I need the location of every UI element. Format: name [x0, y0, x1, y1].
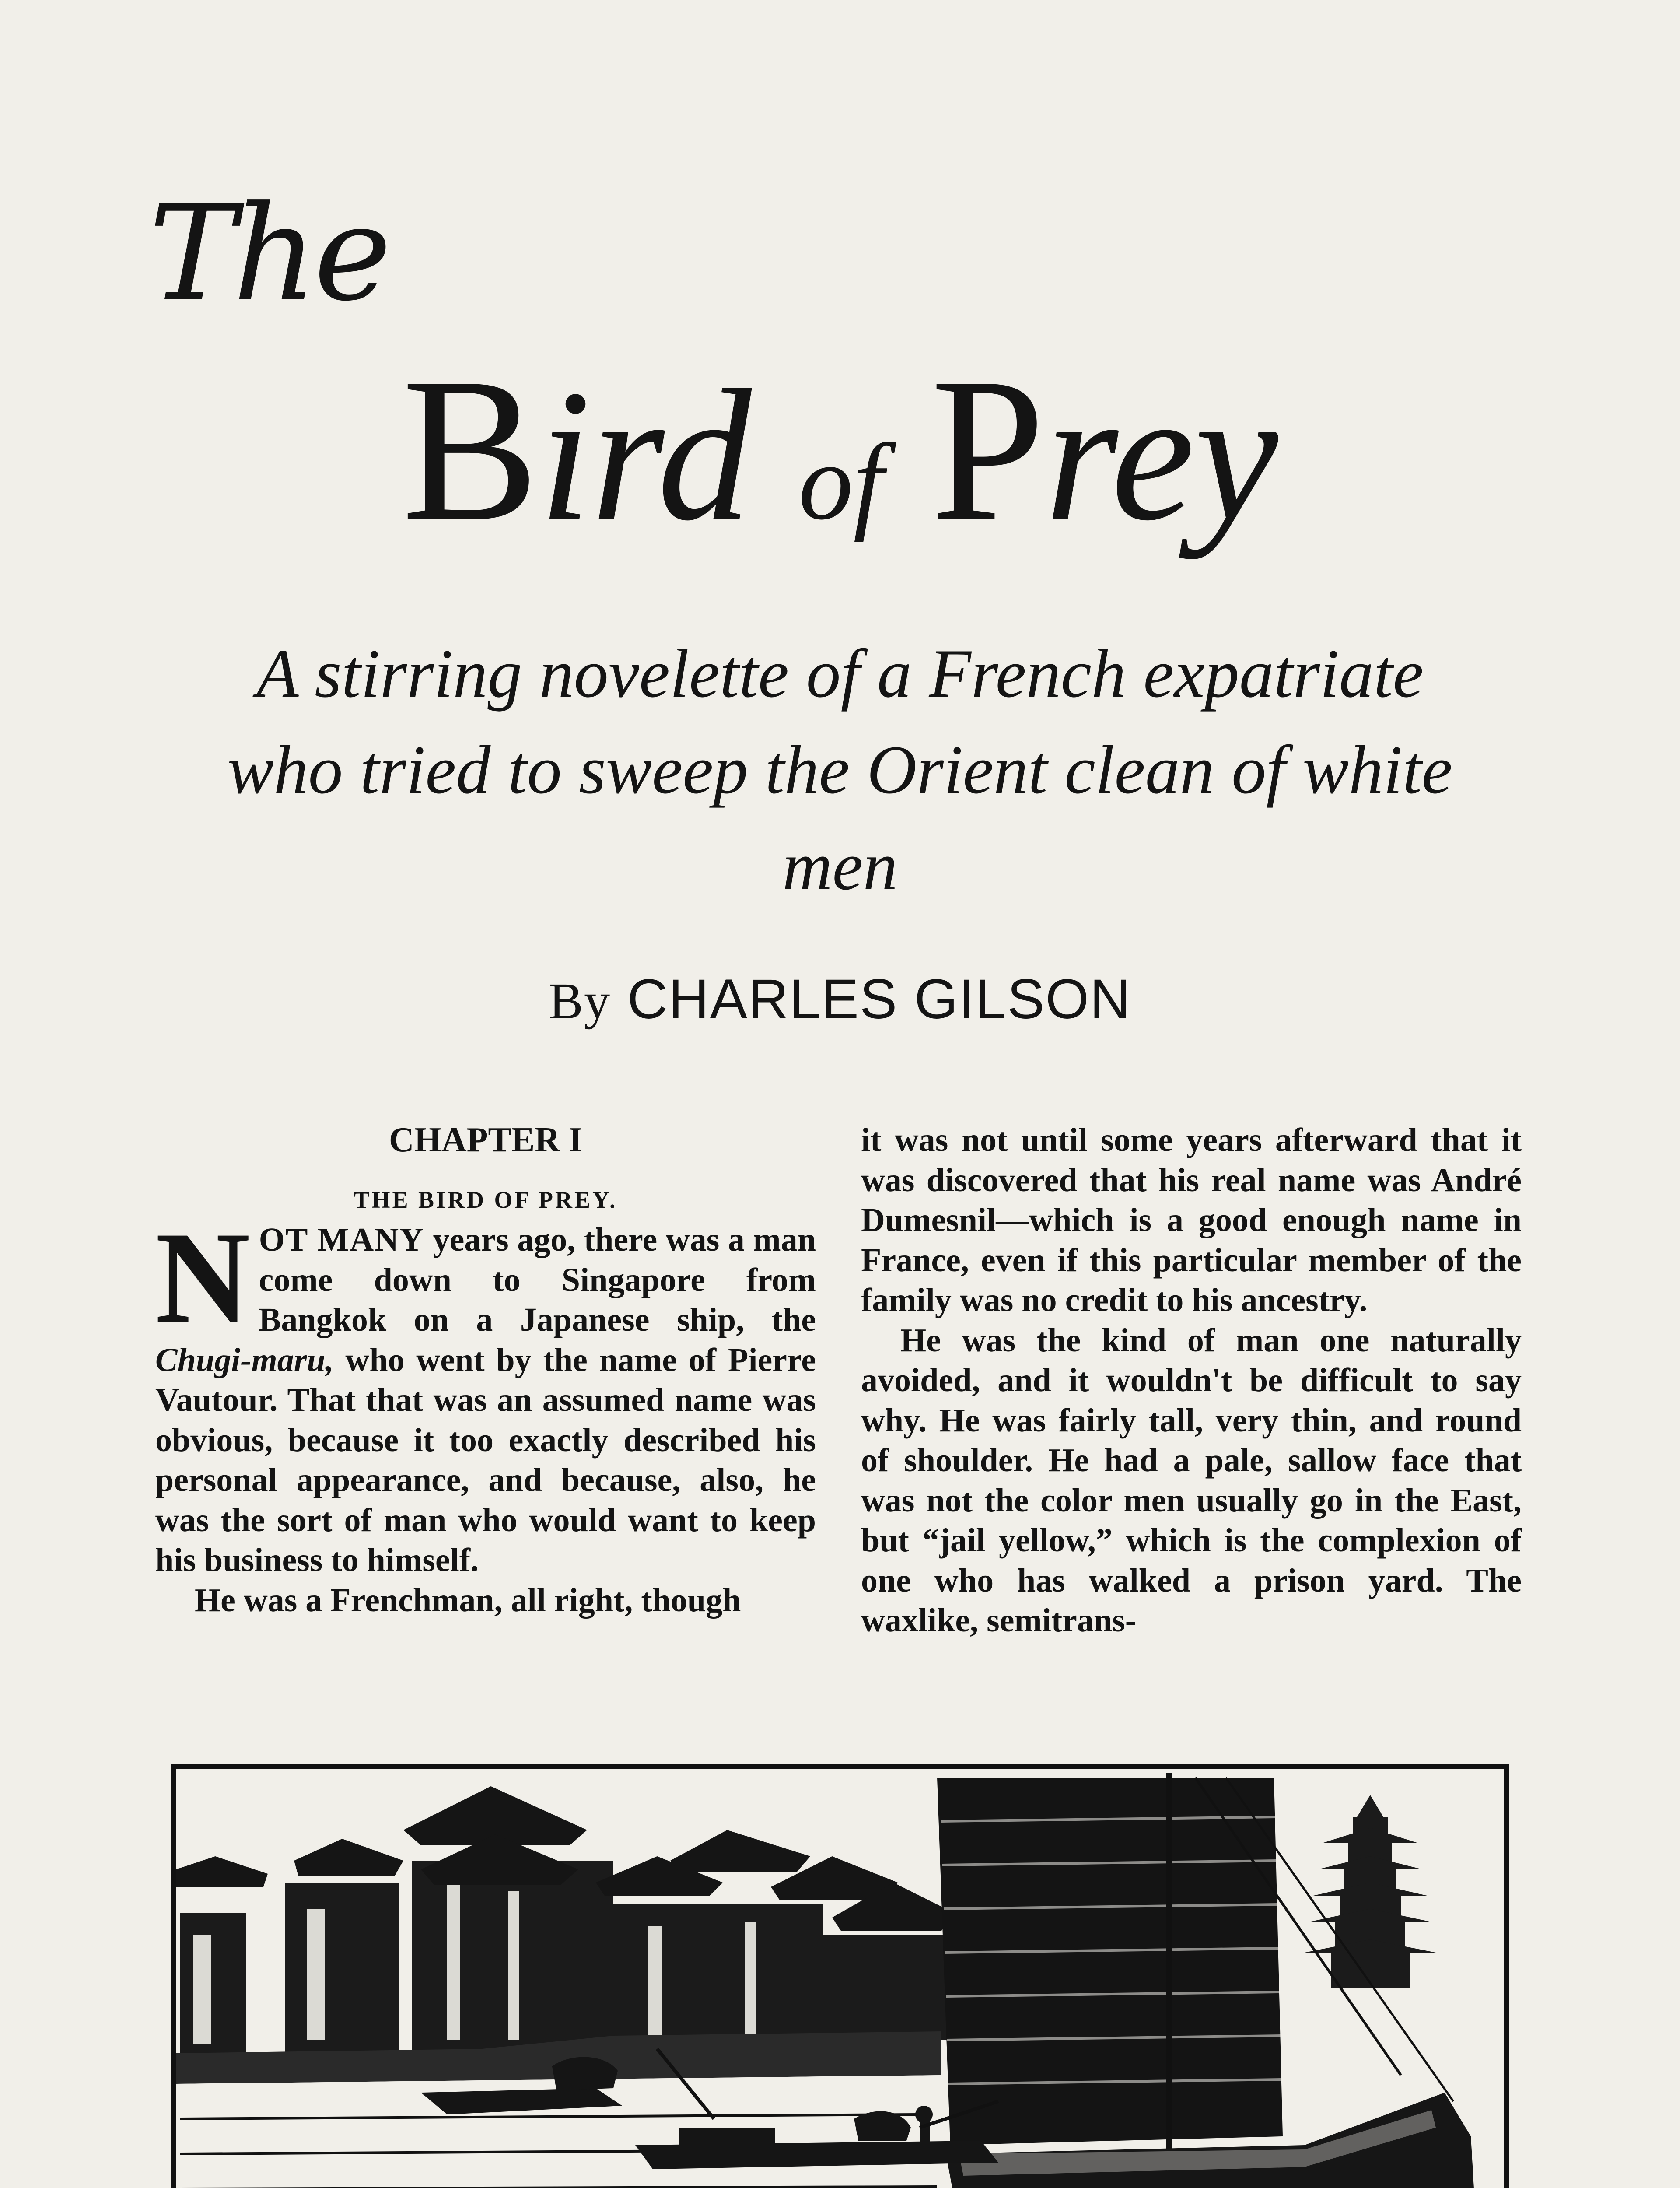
title-b: B [402, 335, 539, 563]
pagoda-tower [1305, 1795, 1436, 1988]
right-column [861, 1120, 1522, 1641]
title-of: of [798, 421, 884, 543]
paragraph [155, 1205, 816, 1581]
junk-harbor-drawing [176, 1769, 1504, 2188]
left-column [155, 1120, 816, 1620]
lead-in: OT MANY [259, 1221, 425, 1258]
text-run: years ago, there was a man come down to Singapore from Bangkok on a Japanese ship, the [259, 1221, 816, 1338]
byline-by: By [549, 972, 611, 1030]
story-title [0, 335, 1680, 563]
chapter-subtitle: THE BIRD OF PREY. [354, 1186, 618, 1213]
byline [0, 968, 1680, 1031]
story-subtitle: A stirring novelette of a French expatriate who tried to sweep the Orient clean of white men [228, 635, 1452, 905]
title-rey: rey [1045, 351, 1278, 560]
title-the: The [149, 177, 388, 330]
paragraph: He was the kind of man one naturally avoided, and it wouldn't be difficult to say why. He was fairly tall, very thin, and round of shoulder. He had a pale, sallow face that was not the color men usually go in the East, but “jail yellow,” which is the complexion of one who has walked a prison yard. The waxlike, semitrans- [861, 1322, 1522, 1639]
harbor-illustration [171, 1764, 1509, 2188]
byline-author: CHARLES GILSON [627, 968, 1131, 1031]
title-p: P [931, 335, 1045, 563]
text-run: who went by the name of Pierre Vautour. That that was an assumed name was obvious, because it too exactly described his personal appearance, and because, also, he was the sort of man who would want to keep his business to himself. [155, 1341, 816, 1578]
paragraph: it was not until some years afterward that it was discovered that his real name was André Dumesnil—which is a good enough name in France, even if this particular member of the family was no credit to his ancestry. [861, 1122, 1522, 1318]
ship-name: Chugi-maru, [155, 1341, 334, 1378]
drop-cap: N [155, 1205, 250, 1350]
chapter-title: CHAPTER I [388, 1121, 583, 1159]
title-ird: ird [539, 351, 752, 560]
paragraph: He was a Frenchman, all right, though [195, 1581, 741, 1619]
